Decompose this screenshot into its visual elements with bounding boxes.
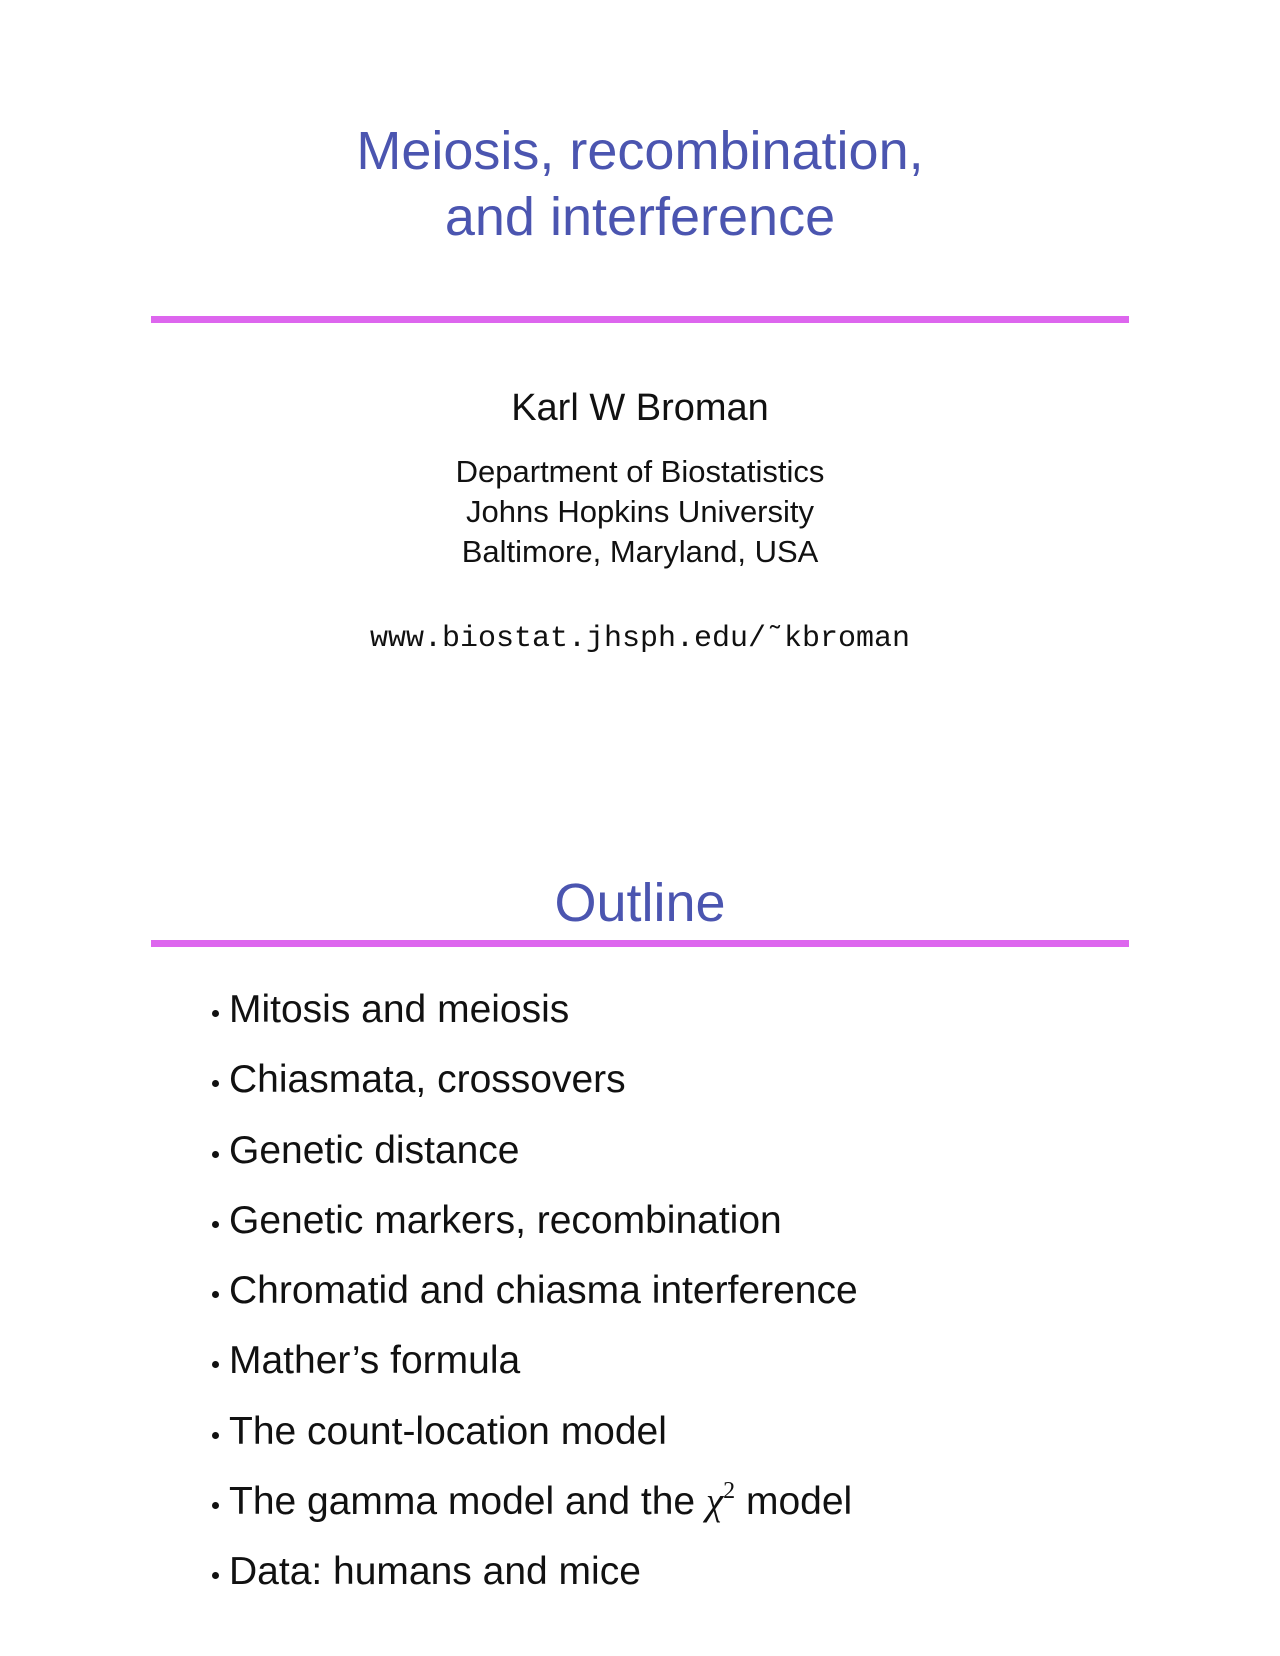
- bullet-icon: [212, 1291, 219, 1298]
- bullet-icon: [212, 1502, 219, 1509]
- list-item: [212, 1129, 858, 1199]
- list-item-label: Data: humans and mice: [229, 1550, 641, 1594]
- list-item-label: Mitosis and meiosis: [229, 988, 570, 1031]
- bullet-icon: [212, 1572, 219, 1579]
- bullet-icon: [212, 1432, 219, 1439]
- affiliation: [0, 452, 1280, 572]
- list-item-label: Genetic markers, recombination: [229, 1198, 782, 1242]
- affiliation-department: Department of Biostatistics: [455, 454, 825, 489]
- list-item: [212, 988, 858, 1058]
- outline-list: [212, 988, 858, 1621]
- list-item-label-tail: model: [745, 1480, 853, 1524]
- list-item: [212, 1339, 858, 1409]
- title-slide: [0, 0, 1280, 760]
- list-item: [212, 1058, 858, 1128]
- affiliation-university: Johns Hopkins University: [465, 494, 815, 529]
- bullet-icon: [212, 1361, 219, 1368]
- list-item: [212, 1199, 858, 1269]
- author-name: Karl W Broman: [511, 387, 769, 429]
- author-url: www.biostat.jhsph.edu/˜kbroman: [369, 622, 911, 656]
- chi-symbol: χ: [705, 1480, 724, 1524]
- list-item-label: Chiasmata, crossovers: [229, 1058, 626, 1102]
- outline-title: Outline: [554, 873, 726, 933]
- bullet-icon: [212, 1221, 219, 1228]
- list-item: [212, 1550, 858, 1620]
- list-item-label: Genetic distance: [229, 1128, 520, 1172]
- list-item: [212, 1480, 858, 1550]
- affiliation-location: Baltimore, Maryland, USA: [461, 534, 819, 569]
- title-line-1: Meiosis, recombination,: [356, 121, 924, 181]
- bullet-icon: [212, 1151, 219, 1158]
- list-item-label: The count-location model: [229, 1409, 667, 1453]
- outline-slide: [0, 828, 1280, 1656]
- list-item: [212, 1410, 858, 1480]
- list-item-label: Chromatid and chiasma interference: [229, 1269, 858, 1313]
- title-divider: [151, 316, 1129, 323]
- bullet-icon: [212, 1010, 219, 1017]
- list-item-label: The gamma model and the: [229, 1480, 696, 1524]
- outline-divider: [151, 940, 1129, 947]
- list-item: [212, 1269, 858, 1339]
- slide-title: [0, 118, 1280, 250]
- list-item-label: Mather’s formula: [229, 1339, 521, 1383]
- chi-squared-symbol: [706, 1480, 735, 1523]
- bullet-icon: [212, 1080, 219, 1087]
- title-line-2: and interference: [444, 187, 836, 247]
- chi-exponent: 2: [723, 1478, 736, 1505]
